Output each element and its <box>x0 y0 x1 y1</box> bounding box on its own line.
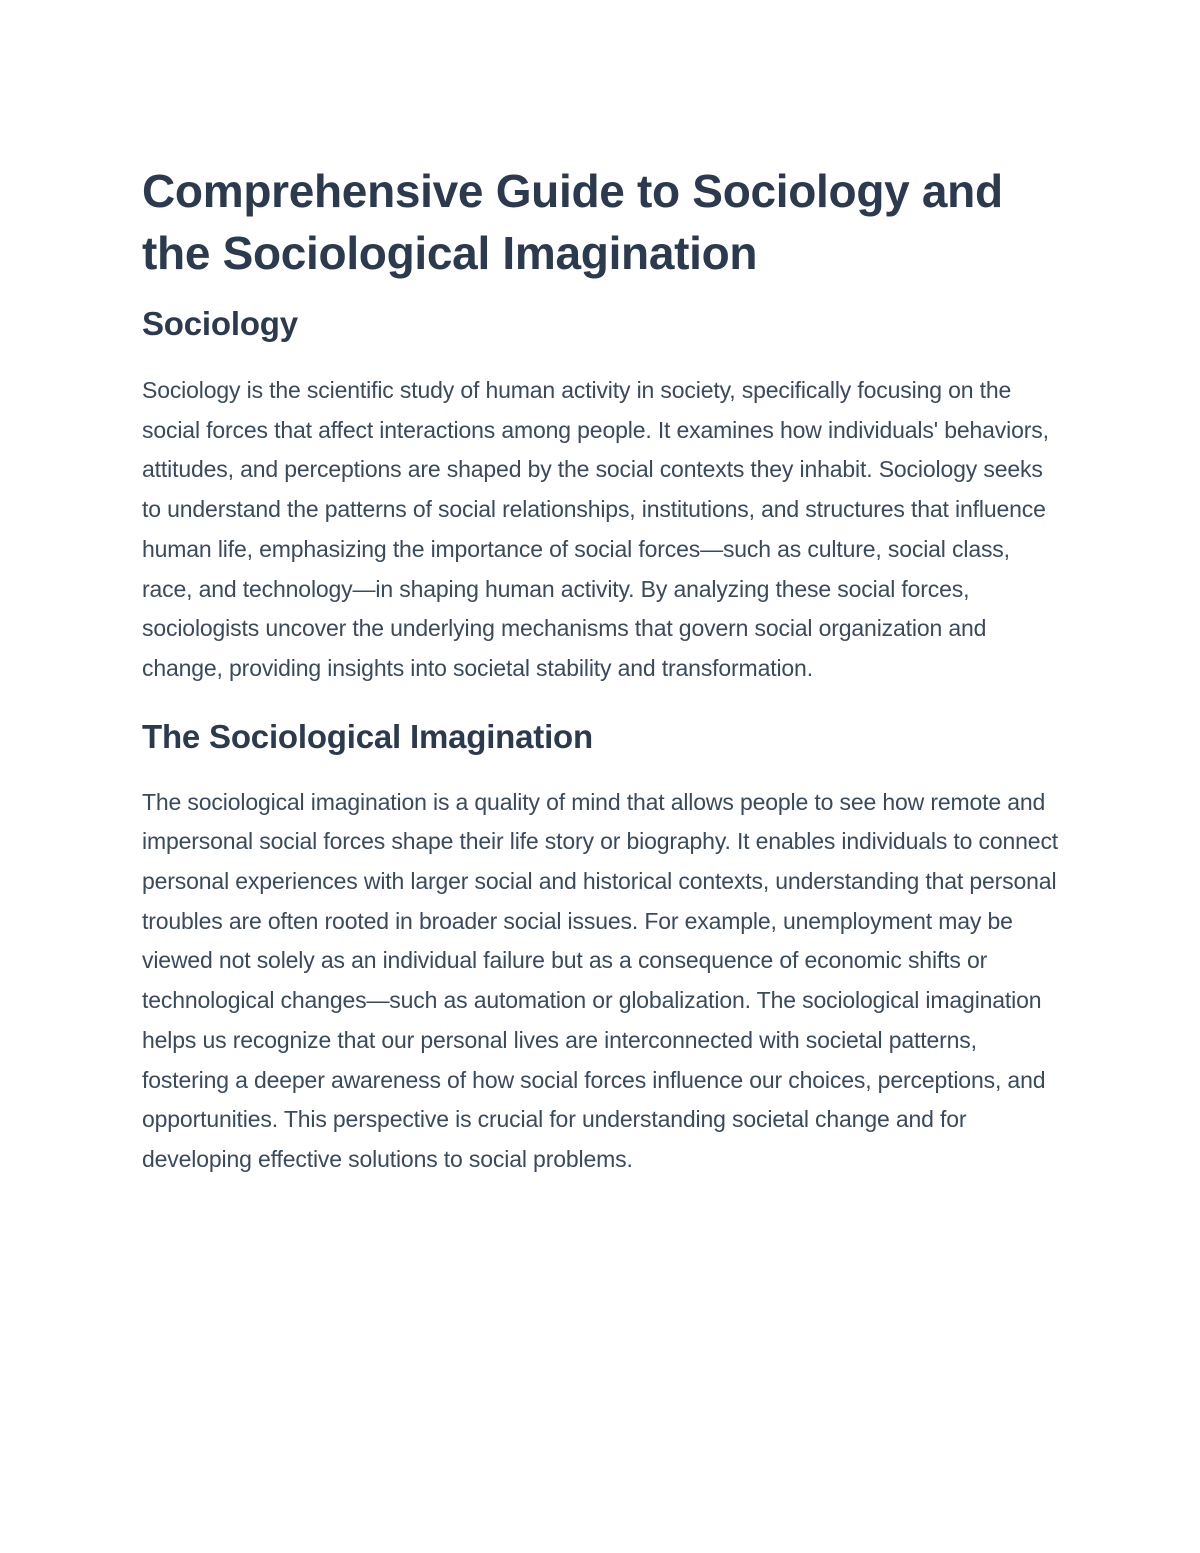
section-body-sociology: Sociology is the scientific study of human activity in society, specifically focusing on the social forces that affect interactions among people. It examines how individuals' behaviors, attitudes, and perceptions are shaped by the social contexts they inhabit. Sociology seeks to understand the patterns of social relationships, institutions, and structures that influence human life, emphasizing the importance of social forces—such as culture, social class, race, and technology—in shaping human activity. By analyzing these social forces, sociologists uncover the underlying mechanisms that govern social organization and change, providing insights into societal stability and transformation. <box>142 377 1049 681</box>
section-heading-sociological-imagination: The Sociological Imagination <box>142 717 593 755</box>
document-title: Comprehensive Guide to Sociology and the Sociological Imagination <box>142 165 1003 279</box>
section-body-sociological-imagination: The sociological imagination is a quality of mind that allows people to see how remote and impersonal social forces shape their life story or biography. It enables individuals to connect personal experiences with larger social and historical contexts, understanding that personal troubles are often rooted in broader social issues. For example, unemployment may be viewed not solely as an individual failure but as a consequence of economic shifts or technological changes—such as automation or globalization. The sociological imagination helps us recognize that our personal lives are interconnected with societal patterns, fostering a deeper awareness of how social forces influence our choices, perceptions, and opportunities. This perspective is crucial for understanding societal change and for developing effective solutions to social problems. <box>142 788 1059 1172</box>
document-page <box>142 160 1062 1180</box>
section-heading-sociology: Sociology <box>142 305 298 342</box>
